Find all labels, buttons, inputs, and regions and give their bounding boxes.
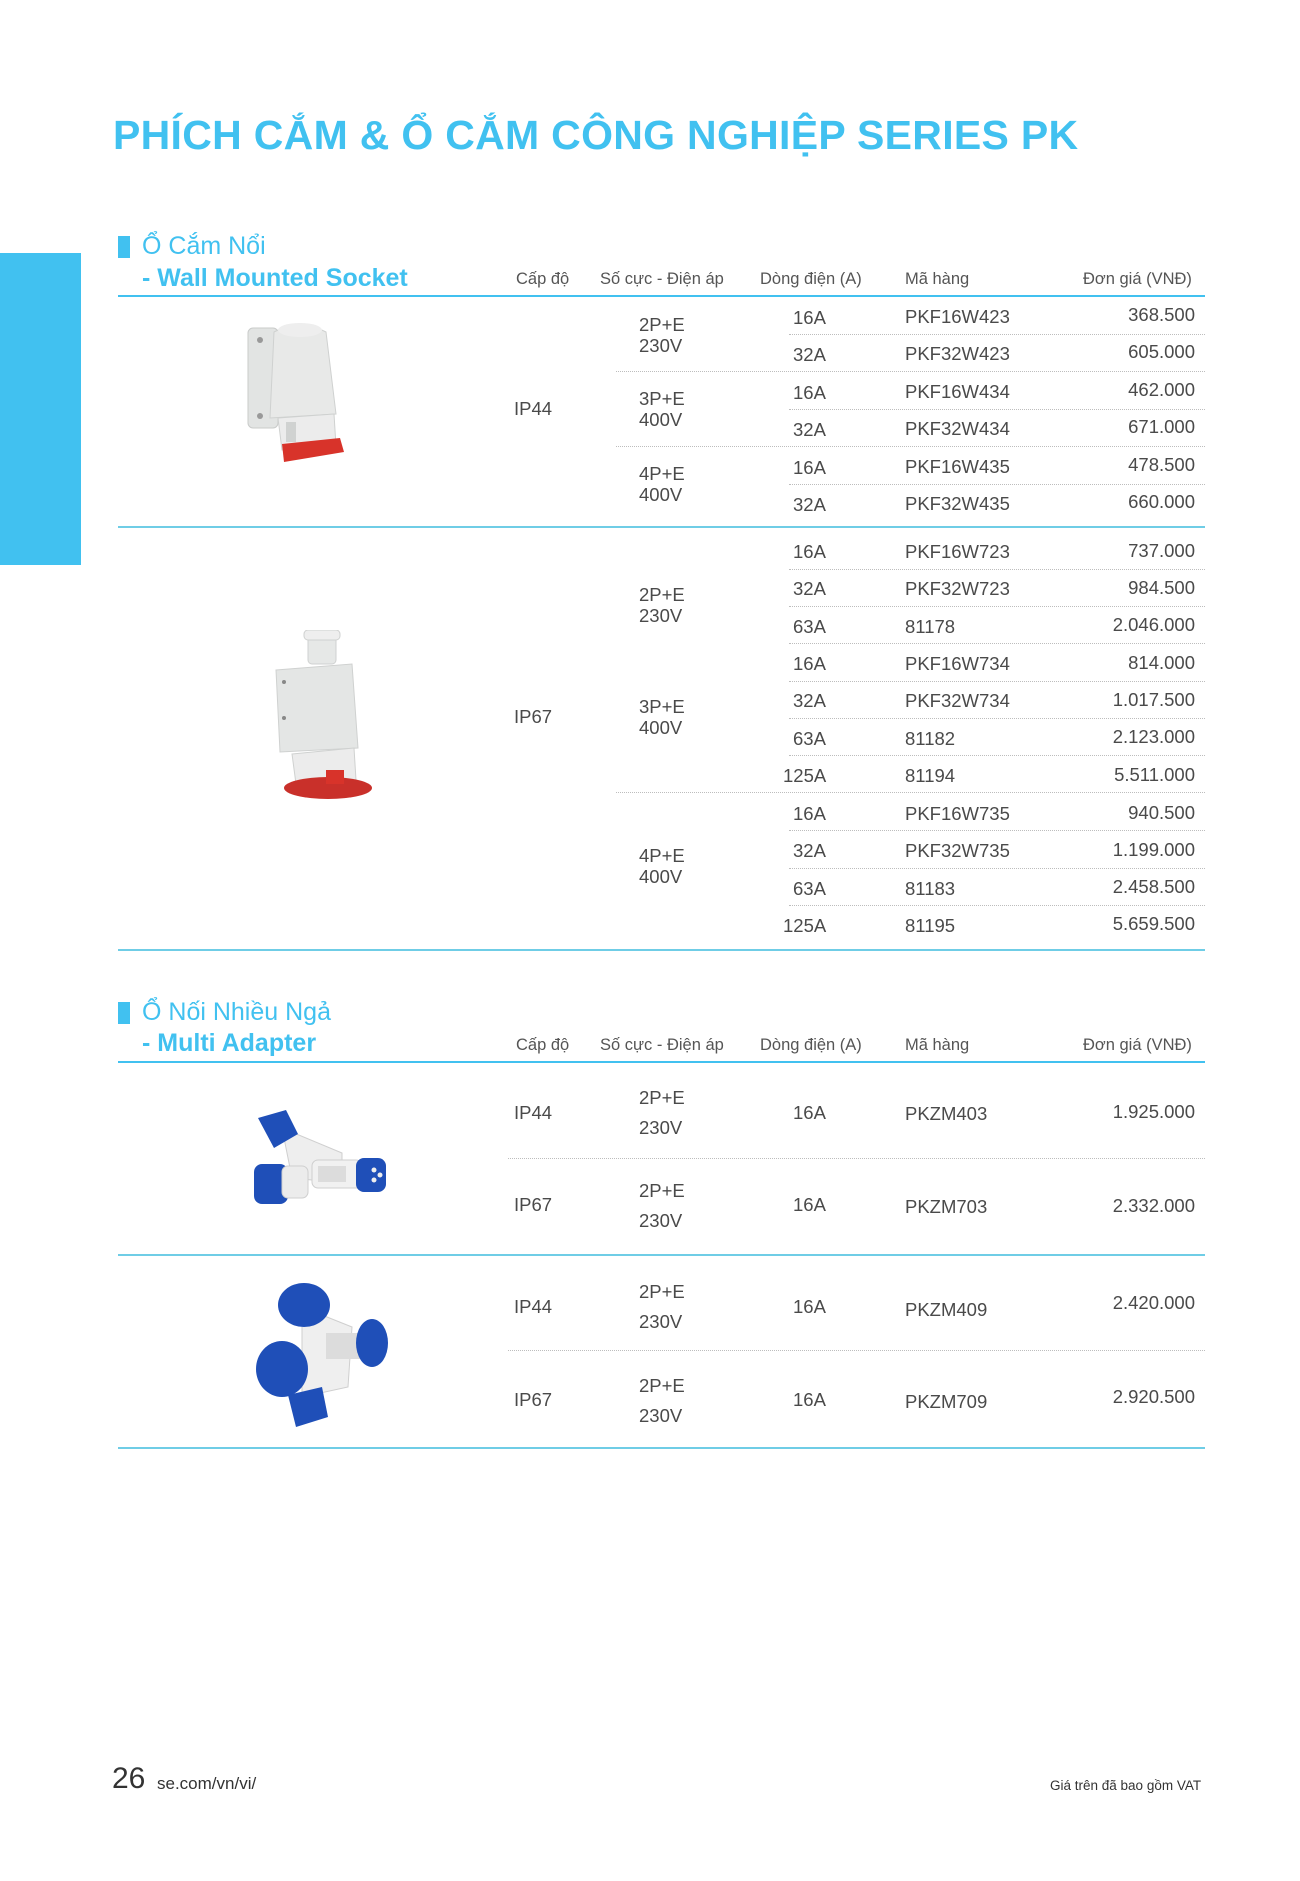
- current-cell: 16A: [793, 803, 826, 824]
- poles-cell: 4P+E: [639, 845, 685, 866]
- section-end-rule: [118, 1447, 1205, 1449]
- section-marker-icon: [118, 236, 130, 258]
- code-cell: PKF32W434: [905, 418, 1010, 439]
- price-cell: 462.000: [1128, 379, 1195, 400]
- price-cell: 984.500: [1128, 577, 1195, 598]
- price-cell: 5.659.500: [1112, 913, 1195, 934]
- level-cell: IP67: [514, 1389, 553, 1410]
- poles-cell: 2P+E: [639, 584, 685, 605]
- code-cell: PKF32W723: [905, 578, 1010, 599]
- row-divider: [789, 606, 1205, 607]
- voltage-cell: 400V: [639, 866, 683, 887]
- code-cell: PKZM403: [905, 1103, 988, 1124]
- voltage-cell: 230V: [639, 1311, 683, 1332]
- code-cell: 81194: [905, 765, 956, 786]
- code-cell: 81178: [905, 616, 956, 637]
- price-cell: 671.000: [1128, 416, 1195, 437]
- voltage-cell: 400V: [639, 717, 683, 738]
- row-divider: [789, 334, 1205, 335]
- price-cell: 1.199.000: [1112, 839, 1195, 860]
- code-cell: PKF32W423: [905, 343, 1010, 364]
- current-cell: 16A: [793, 1194, 826, 1215]
- current-cell: 16A: [793, 382, 826, 403]
- row-divider: [508, 1350, 1205, 1351]
- group-rule: [118, 1254, 1205, 1256]
- poles-cell: 2P+E: [639, 1180, 685, 1201]
- price-cell: 5.511.000: [1114, 764, 1195, 785]
- section-marker-icon: [118, 1002, 130, 1024]
- current-cell: 32A: [793, 690, 826, 711]
- price-cell: 605.000: [1128, 341, 1195, 362]
- current-cell: 125A: [783, 915, 827, 936]
- row-divider: [789, 830, 1205, 831]
- poles-cell: 3P+E: [639, 696, 685, 717]
- section2-title-vi: Ổ Nối Nhiều Ngả: [142, 998, 331, 1026]
- current-cell: 63A: [793, 728, 826, 749]
- side-tab-marker: [0, 253, 81, 565]
- current-cell: 125A: [783, 765, 827, 786]
- col-header-code: Mã hàng: [905, 1036, 970, 1054]
- current-cell: 16A: [793, 1296, 826, 1317]
- vat-note: Giá trên đã bao gồm VAT: [1050, 1778, 1202, 1793]
- level-cell: IP67: [514, 1194, 553, 1215]
- code-cell: PKZM703: [905, 1196, 988, 1217]
- section1-title-en: - Wall Mounted Socket: [142, 264, 408, 292]
- code-cell: PKF16W734: [905, 653, 1010, 674]
- code-cell: PKF32W435: [905, 493, 1010, 514]
- code-cell: PKZM709: [905, 1391, 988, 1412]
- page-title: PHÍCH CẮM & Ổ CẮM CÔNG NGHIỆP SERIES PK: [113, 112, 1079, 158]
- group-divider: [616, 792, 1205, 793]
- section-end-rule: [118, 949, 1205, 951]
- current-cell: 63A: [793, 616, 826, 637]
- current-cell: 32A: [793, 419, 826, 440]
- level-cell: IP67: [514, 706, 553, 727]
- header-rule: [118, 1061, 1205, 1063]
- current-cell: 16A: [793, 653, 826, 674]
- current-cell: 16A: [793, 1102, 826, 1123]
- poles-cell: 2P+E: [639, 1375, 685, 1396]
- current-cell: 16A: [793, 541, 826, 562]
- col-header-poles-voltage: Số cực - Điện áp: [600, 270, 724, 288]
- current-cell: 32A: [793, 494, 826, 515]
- price-cell: 2.458.500: [1112, 876, 1195, 897]
- multi-adapter-3way-large-image: [252, 1277, 392, 1432]
- code-cell: PKF32W735: [905, 840, 1010, 861]
- footer-url-link[interactable]: se.com/vn/vi/: [157, 1774, 257, 1793]
- poles-cell: 2P+E: [639, 1087, 685, 1108]
- price-cell: 478.500: [1128, 454, 1195, 475]
- price-cell: 368.500: [1128, 304, 1195, 325]
- col-header-poles-voltage: Số cực - Điện áp: [600, 1036, 724, 1054]
- col-header-current: Dòng điện (A): [760, 270, 862, 288]
- current-cell: 63A: [793, 878, 826, 899]
- code-cell: PKF16W434: [905, 381, 1010, 402]
- current-cell: 32A: [793, 578, 826, 599]
- group-divider: [616, 371, 1205, 372]
- voltage-cell: 230V: [639, 1405, 683, 1426]
- group-divider: [616, 446, 1205, 447]
- row-divider: [789, 905, 1205, 906]
- page-number: 26: [112, 1762, 146, 1795]
- price-cell: 814.000: [1128, 652, 1195, 673]
- current-cell: 32A: [793, 344, 826, 365]
- code-cell: PKF16W435: [905, 456, 1010, 477]
- col-header-current: Dòng điện (A): [760, 1036, 862, 1054]
- group-rule: [118, 526, 1205, 528]
- poles-cell: 3P+E: [639, 388, 685, 409]
- row-divider: [789, 681, 1205, 682]
- price-cell: 2.920.500: [1112, 1386, 1195, 1407]
- code-cell: PKF16W735: [905, 803, 1010, 824]
- row-divider: [789, 643, 1205, 644]
- level-cell: IP44: [514, 1296, 553, 1317]
- price-cell: 660.000: [1128, 491, 1195, 512]
- price-cell: 2.420.000: [1112, 1292, 1195, 1313]
- code-cell: PKZM409: [905, 1299, 988, 1320]
- row-divider: [789, 755, 1205, 756]
- poles-cell: 2P+E: [639, 1281, 685, 1302]
- col-header-level: Cấp độ: [516, 270, 570, 288]
- voltage-cell: 230V: [639, 605, 683, 626]
- poles-cell: 2P+E: [639, 314, 685, 335]
- col-header-price: Đơn giá (VNĐ): [1083, 1036, 1192, 1054]
- current-cell: 16A: [793, 1389, 826, 1410]
- row-divider: [789, 484, 1205, 485]
- code-cell: 81183: [905, 878, 956, 899]
- header-rule: [118, 295, 1205, 297]
- col-header-level: Cấp độ: [516, 1036, 570, 1054]
- col-header-code: Mã hàng: [905, 270, 970, 288]
- poles-cell: 4P+E: [639, 463, 685, 484]
- row-divider: [508, 1158, 1205, 1159]
- voltage-cell: 230V: [639, 335, 683, 356]
- price-cell: 2.046.000: [1112, 614, 1195, 635]
- voltage-cell: 230V: [639, 1210, 683, 1231]
- code-cell: PKF16W423: [905, 306, 1010, 327]
- row-divider: [789, 718, 1205, 719]
- price-cell: 940.500: [1128, 802, 1195, 823]
- price-cell: 737.000: [1128, 540, 1195, 561]
- level-cell: IP44: [514, 398, 553, 419]
- voltage-cell: 400V: [639, 484, 683, 505]
- current-cell: 16A: [793, 307, 826, 328]
- multi-adapter-3way-small-image: [252, 1108, 392, 1208]
- row-divider: [789, 868, 1205, 869]
- row-divider: [789, 569, 1205, 570]
- price-cell: 2.123.000: [1112, 726, 1195, 747]
- current-cell: 32A: [793, 840, 826, 861]
- code-cell: PKF32W734: [905, 690, 1010, 711]
- current-cell: 16A: [793, 457, 826, 478]
- section2-title-en: - Multi Adapter: [142, 1029, 317, 1057]
- row-divider: [789, 409, 1205, 410]
- col-header-price: Đơn giá (VNĐ): [1083, 270, 1192, 288]
- section1-title-vi: Ổ Cắm Nổi: [142, 232, 266, 260]
- price-cell: 1.925.000: [1112, 1101, 1195, 1122]
- voltage-cell: 230V: [639, 1117, 683, 1138]
- price-cell: 1.017.500: [1112, 689, 1195, 710]
- code-cell: PKF16W723: [905, 541, 1010, 562]
- level-cell: IP44: [514, 1102, 553, 1123]
- voltage-cell: 400V: [639, 409, 683, 430]
- price-cell: 2.332.000: [1112, 1195, 1195, 1216]
- wall-socket-ip67-image: [270, 630, 380, 805]
- wall-socket-ip44-image: [240, 318, 360, 468]
- code-cell: 81182: [905, 728, 956, 749]
- code-cell: 81195: [905, 915, 956, 936]
